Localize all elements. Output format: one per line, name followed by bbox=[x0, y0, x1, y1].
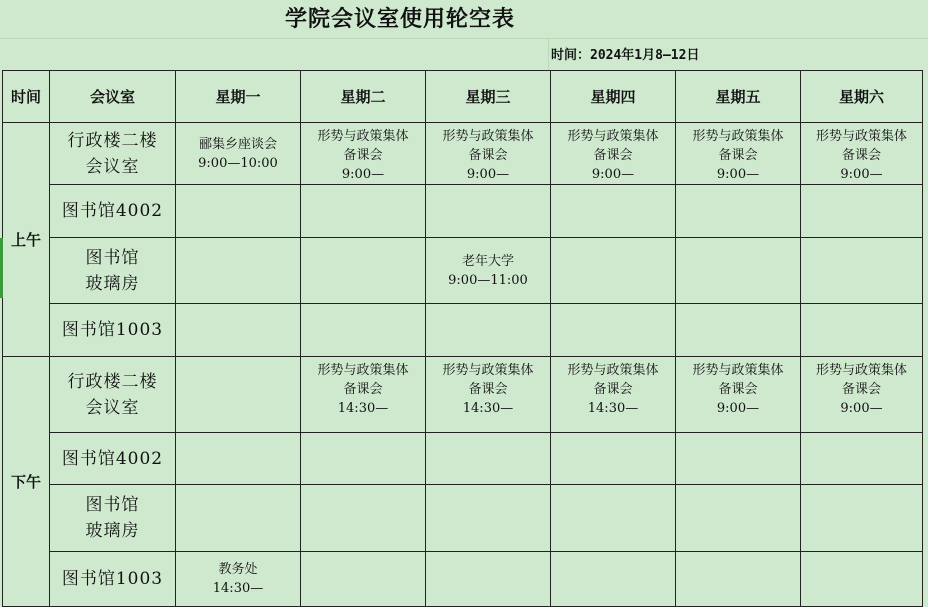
schedule-cell[interactable] bbox=[301, 485, 426, 552]
event-text: 9:00— bbox=[591, 167, 635, 182]
room-cell[interactable] bbox=[50, 123, 176, 185]
event-text: 形势与政策集体 bbox=[567, 129, 659, 144]
schedule-cell[interactable] bbox=[426, 185, 551, 238]
room-name-line1: 图书馆 bbox=[85, 247, 140, 268]
schedule-cell[interactable] bbox=[801, 304, 923, 357]
schedule-cell[interactable] bbox=[676, 552, 801, 607]
schedule-cell[interactable] bbox=[426, 238, 551, 304]
schedule-cell[interactable] bbox=[676, 123, 801, 185]
room-name-line1: 图书馆1003 bbox=[61, 320, 164, 340]
event-text: 备课会 bbox=[468, 382, 508, 397]
room-name-line1: 图书馆4002 bbox=[61, 448, 164, 469]
event-text: 备课会 bbox=[468, 148, 508, 163]
event-text: 形势与政策集体 bbox=[317, 363, 409, 378]
header-row bbox=[3, 71, 923, 123]
schedule-cell[interactable] bbox=[176, 185, 301, 238]
room-cell[interactable] bbox=[50, 485, 176, 552]
event-text: 形势与政策集体 bbox=[815, 129, 907, 144]
schedule-cell[interactable] bbox=[426, 552, 551, 607]
event-text: 9:00—10:00 bbox=[198, 155, 278, 171]
schedule-cell[interactable] bbox=[801, 185, 923, 238]
event-text: 教务处 bbox=[218, 562, 258, 577]
page-title: 学院会议室使用轮空表 bbox=[284, 7, 515, 32]
schedule-cell[interactable] bbox=[301, 238, 426, 304]
schedule-cell[interactable] bbox=[551, 552, 676, 607]
schedule-cell[interactable] bbox=[551, 485, 676, 552]
schedule-cell[interactable] bbox=[551, 433, 676, 485]
room-name-line1: 行政楼二楼 bbox=[67, 371, 158, 392]
schedule-cell[interactable] bbox=[801, 552, 923, 607]
room-name-line1: 图书馆 bbox=[85, 495, 140, 515]
room-name-line2: 会议室 bbox=[85, 156, 140, 177]
event-text: 9:00— bbox=[466, 167, 510, 182]
schedule-cell[interactable] bbox=[676, 304, 801, 357]
schedule-cell[interactable] bbox=[426, 433, 551, 485]
event-text: 备课会 bbox=[343, 148, 383, 163]
event-text: 形势与政策集体 bbox=[692, 129, 784, 144]
schedule-cell[interactable] bbox=[676, 433, 801, 485]
table-row bbox=[3, 485, 923, 552]
table-row bbox=[3, 304, 923, 357]
event-text: 9:00— bbox=[341, 167, 385, 182]
table-row bbox=[3, 123, 923, 185]
schedule-cell[interactable] bbox=[676, 485, 801, 552]
schedule-body bbox=[3, 71, 923, 607]
schedule-table bbox=[2, 70, 923, 607]
event-text: 备课会 bbox=[593, 148, 633, 163]
schedule-cell[interactable] bbox=[301, 123, 426, 185]
header-day-tue[interactable]: 星期二 bbox=[301, 71, 426, 123]
room-name-line2: 玻璃房 bbox=[85, 521, 140, 541]
room-cell[interactable] bbox=[50, 185, 176, 238]
schedule-cell[interactable] bbox=[301, 433, 426, 485]
event-text: 14:30— bbox=[462, 401, 514, 416]
event-text: 14:30— bbox=[587, 401, 639, 416]
date-range: 时间：2024年1月8—12日 bbox=[551, 48, 700, 63]
period-afternoon[interactable]: 下午 bbox=[3, 357, 50, 607]
event-text: 备课会 bbox=[841, 382, 881, 397]
header-room[interactable]: 会议室 bbox=[50, 71, 176, 123]
event-text: 备课会 bbox=[343, 382, 383, 397]
room-cell[interactable] bbox=[50, 304, 176, 357]
room-name-line1: 图书馆4002 bbox=[61, 201, 164, 221]
event-text: 形势与政策集体 bbox=[815, 363, 907, 378]
table-row bbox=[3, 552, 923, 607]
schedule-cell[interactable] bbox=[801, 238, 923, 304]
table-row bbox=[3, 433, 923, 485]
room-name-line1: 图书馆1003 bbox=[61, 569, 164, 589]
event-text: 形势与政策集体 bbox=[692, 363, 784, 378]
schedule-cell[interactable] bbox=[176, 238, 301, 304]
schedule-cell[interactable] bbox=[301, 357, 426, 433]
schedule-cell[interactable] bbox=[801, 433, 923, 485]
sheet-gridline bbox=[0, 38, 928, 39]
schedule-cell[interactable] bbox=[176, 485, 301, 552]
event-text: 9:00— bbox=[840, 401, 883, 416]
schedule-cell[interactable] bbox=[551, 304, 676, 357]
schedule-cell[interactable] bbox=[801, 123, 923, 185]
schedule-cell[interactable] bbox=[176, 433, 301, 485]
event-text: 9:00— bbox=[840, 167, 883, 182]
schedule-cell[interactable] bbox=[801, 357, 923, 433]
event-text: 9:00—11:00 bbox=[448, 272, 528, 288]
sheet-gridline bbox=[548, 38, 549, 70]
room-cell[interactable] bbox=[50, 552, 176, 607]
header-day-thu[interactable]: 星期四 bbox=[551, 71, 676, 123]
event-text: 形势与政策集体 bbox=[317, 129, 409, 144]
event-text: 形势与政策集体 bbox=[442, 129, 534, 144]
schedule-cell[interactable] bbox=[176, 304, 301, 357]
schedule-cell[interactable] bbox=[301, 304, 426, 357]
event-text: 备课会 bbox=[718, 148, 758, 163]
room-cell[interactable] bbox=[50, 357, 176, 433]
schedule-cell[interactable] bbox=[801, 485, 923, 552]
header-day-wed[interactable]: 星期三 bbox=[426, 71, 551, 123]
room-name-line2: 会议室 bbox=[85, 397, 140, 418]
schedule-cell[interactable] bbox=[426, 485, 551, 552]
event-text: 14:30— bbox=[212, 581, 264, 596]
header-day-fri[interactable]: 星期五 bbox=[676, 71, 801, 123]
schedule-cell[interactable] bbox=[426, 304, 551, 357]
event-text: 郦集乡座谈会 bbox=[198, 136, 277, 152]
event-text: 备课会 bbox=[593, 382, 633, 397]
room-cell[interactable] bbox=[50, 433, 176, 485]
schedule-cell[interactable] bbox=[426, 357, 551, 433]
header-day-sat[interactable]: 星期六 bbox=[801, 71, 923, 123]
event-text: 9:00— bbox=[716, 167, 760, 182]
schedule-cell[interactable] bbox=[551, 185, 676, 238]
event-text: 备课会 bbox=[841, 148, 881, 163]
active-row-marker bbox=[0, 238, 3, 298]
event-text: 老年大学 bbox=[461, 253, 514, 269]
schedule-cell[interactable] bbox=[176, 123, 301, 185]
schedule-cell[interactable] bbox=[676, 238, 801, 304]
event-text: 形势与政策集体 bbox=[567, 363, 659, 378]
schedule-cell[interactable] bbox=[426, 123, 551, 185]
period-morning[interactable]: 上午 bbox=[3, 123, 50, 357]
table-row bbox=[3, 357, 923, 433]
schedule-cell[interactable] bbox=[176, 552, 301, 607]
schedule-cell[interactable] bbox=[676, 185, 801, 238]
schedule-cell[interactable] bbox=[551, 357, 676, 433]
header-day-mon[interactable]: 星期一 bbox=[176, 71, 301, 123]
table-row bbox=[3, 185, 923, 238]
event-text: 14:30— bbox=[337, 401, 389, 416]
schedule-cell[interactable] bbox=[551, 238, 676, 304]
event-text: 备课会 bbox=[718, 382, 758, 397]
schedule-cell[interactable] bbox=[676, 357, 801, 433]
schedule-cell[interactable] bbox=[551, 123, 676, 185]
schedule-cell[interactable] bbox=[301, 552, 426, 607]
schedule-cell[interactable] bbox=[176, 357, 301, 433]
event-text: 形势与政策集体 bbox=[442, 363, 534, 378]
schedule-cell[interactable] bbox=[301, 185, 426, 238]
event-text: 9:00— bbox=[716, 401, 760, 416]
room-name-line2: 玻璃房 bbox=[85, 273, 140, 294]
room-name-line1: 行政楼二楼 bbox=[67, 130, 158, 151]
header-time[interactable]: 时间 bbox=[3, 71, 50, 123]
table-row bbox=[3, 238, 923, 304]
room-cell[interactable] bbox=[50, 238, 176, 304]
